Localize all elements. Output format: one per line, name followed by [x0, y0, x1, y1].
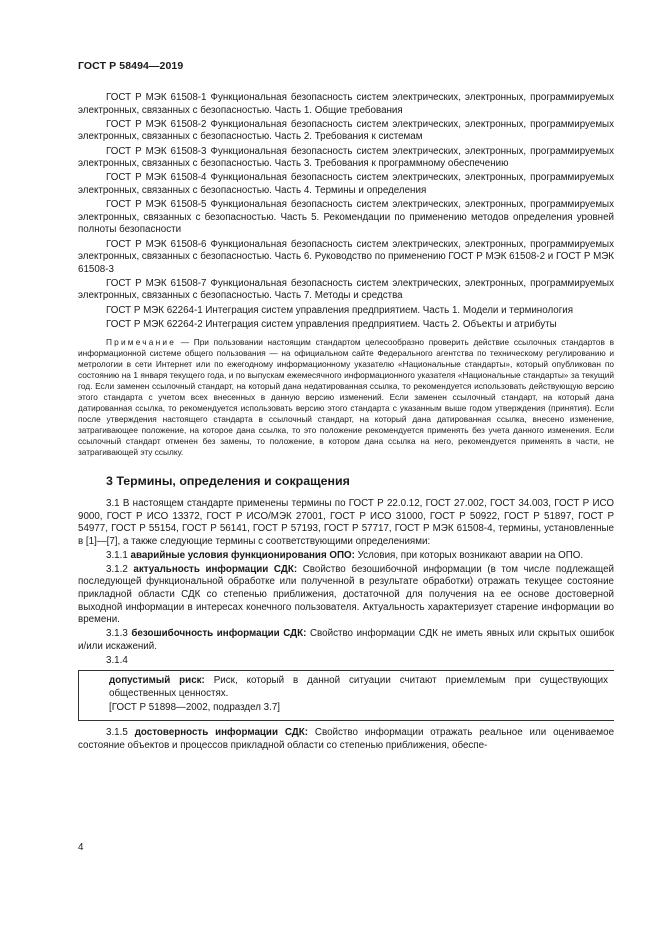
term-3-1-1	[78, 550, 614, 563]
reference-item: ГОСТ Р МЭК 61508-2 Функциональная безопасность систем электрических, электронных, программируемых электронных, связанных с безопасностью. Часть 2. Требования к системам	[78, 118, 614, 143]
term-name: актуальность информации СДК:	[133, 563, 298, 575]
term-number: 3.1.5	[106, 727, 135, 739]
term-name: допустимый риск:	[109, 675, 205, 687]
reference-item: ГОСТ Р МЭК 61508-3 Функциональная безопасность систем электрических, электронных, программируемых электронных, связанных с безопасностью. Часть 3. Требования к программному обеспечению	[78, 145, 614, 170]
page-content	[78, 92, 614, 754]
term-3-1-3	[78, 628, 614, 653]
term-3-1-2	[78, 564, 614, 627]
section-3-title: 3 Термины, определения и сокращения	[106, 474, 350, 489]
document-code: ГОСТ Р 58494—2019	[78, 60, 184, 72]
page-number: 4	[78, 842, 84, 853]
section-3-intro: 3.1 В настоящем стандарте применены термины по ГОСТ Р 22.0.12, ГОСТ 27.002, ГОСТ 34.003, ГОСТ Р ИСО 9000, ГОСТ Р ИСО 13372, ГОСТ Р ИСО/МЭК 27001, ГОСТ Р ИСО 31000, ГОСТ Р 50922, ГОСТ Р 51897, ГОСТ Р 54977, ГОСТ Р 55154, ГОСТ Р 56141, ГОСТ Р 57193, ГОСТ Р 57717, ГОСТ Р МЭК 61508-4, термины, установленные в [1]—[7], а также следующие термины с соответствующими определениями:	[78, 498, 614, 547]
reference-item: ГОСТ Р МЭК 62264-2 Интеграция систем управления предприятием. Часть 2. Объекты и атрибуты	[106, 318, 557, 330]
term-3-1-5	[78, 727, 614, 752]
term-definition: Свойство безошибочной информации (в том числе подлежащей последующей функциональной обработке или полученной в результате обработки) отражать текущее состояние прикладной области СДК со степенью приближения, достаточной для получения на ее основе достоверной выходной информации в интересах конечного пользователя. Актуальность характеризует старение информации во времени.	[78, 563, 615, 626]
references-note	[78, 337, 614, 457]
term-definition: Риск, который в данной ситуации считают приемлемым при существующих общественных ценностях.	[109, 675, 608, 699]
term-name: безошибочность информации СДК:	[131, 628, 307, 640]
term-number: 3.1.2	[106, 563, 134, 575]
reference-item: ГОСТ Р МЭК 62264-1 Интеграция систем управления предприятием. Часть 1. Модели и терминология	[106, 304, 574, 316]
note-label: Примечание	[106, 337, 177, 348]
reference-item: ГОСТ Р МЭК 61508-7 Функциональная безопасность систем электрических, электронных, программируемых электронных, связанных с безопасностью. Часть 7. Методы и средства	[78, 277, 614, 302]
term-source: [ГОСТ Р 51898—2002, подраздел 3.7]	[109, 702, 281, 714]
reference-item: ГОСТ Р МЭК 61508-1 Функциональная безопасность систем электрических, электронных, программируемых электронных, связанных с безопасностью. Часть 1. Общие требования	[78, 92, 614, 116]
reference-item: ГОСТ Р МЭК 61508-6 Функциональная безопасность систем электрических, электронных, программируемых электронных, связанных с безопасностью. Часть 6. Руководство по применению ГОСТ Р МЭК 61508-2 и ГОСТ Р МЭК 61508-3	[78, 238, 614, 275]
term-number: 3.1.1	[106, 549, 131, 561]
reference-item: ГОСТ Р МЭК 61508-5 Функциональная безопасность систем электрических, электронных, программируемых электронных, связанных с безопасностью. Часть 5. Рекомендации по применению методов определения уровней полноты безопасности	[78, 199, 614, 236]
term-number: 3.1.3	[106, 628, 132, 640]
term-3-1-4-number: 3.1.4	[106, 654, 128, 666]
term-name: достоверность информации СДК:	[134, 727, 309, 739]
note-text: — При пользовании настоящим стандартом целесообразно проверить действие ссылочных стандартов в информационной системе общего пользования — на официальном сайте Федерального агентства по техническому регулированию и метрологии в сети Интернет или по ежегодному информационному указателю «Национальные стандарты», который опубликован по состоянию на 1 января текущего года, и по выпускам ежемесячного информационного указателя «Национальные стандарты» за текущий год. Если заменен ссылочный стандарт, на который дана недатированная ссылка, то рекомендуется использовать действующую версию этого стандарта с учетом всех внесенных в данную версию изменений. Если заменен ссылочный стандарт, на который дана датированная ссылка, то рекомендуется использовать версию этого стандарта с указанным выше годом утверждения (принятия). Если после утверждения настоящего стандарта в ссылочный стандарт, на который дана датированная ссылка, внесено изменение, затрагивающее положение, на которое дана ссылка, то это положение рекомендуется применять без учета данного изменения. Если ссылочный стандарт отменен без замены, то положение, в котором дана ссылка на него, рекомендуется применять в части, не затрагивающей эту ссылку.	[78, 337, 614, 457]
term-definition: Свойство информации отражать реальное или оцениваемое состояние объектов и процессов прикладной области со степенью приближения, обеспе-	[78, 727, 615, 752]
reference-item: ГОСТ Р МЭК 61508-4 Функциональная безопасность систем электрических, электронных, программируемых электронных, связанных с безопасностью. Часть 4. Термины и определения	[78, 172, 614, 196]
normative-references-list	[78, 92, 614, 331]
term-definition: Условия, при которых возникают аварии на ОПО.	[354, 549, 584, 561]
term-3-1-4	[109, 675, 608, 700]
term-name: аварийные условия функционирования ОПО:	[130, 549, 355, 561]
term-definition: Свойство информации СДК не иметь явных или скрытых ошибок и/или искажений.	[78, 628, 614, 652]
term-3-1-4-quoted-box	[78, 670, 614, 721]
